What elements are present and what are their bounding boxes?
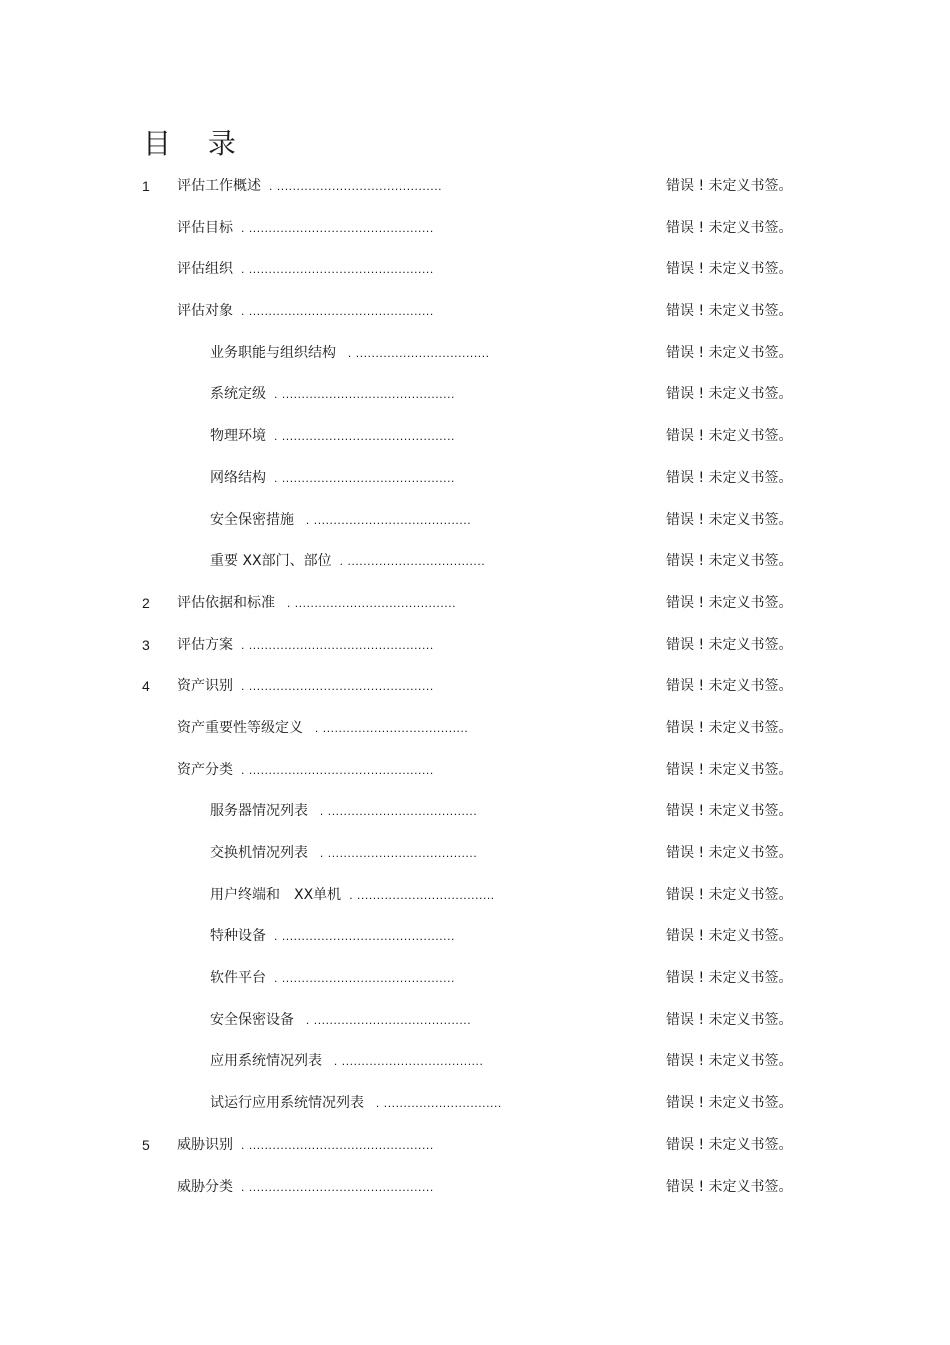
toc-dot-leader: . ........................................ bbox=[302, 1012, 472, 1027]
toc-entry-label-group[interactable] bbox=[177, 208, 434, 250]
toc-dot-leader: . ................................... bbox=[349, 887, 495, 902]
toc-entry-label[interactable]: 安全保密措施 bbox=[210, 511, 294, 528]
toc-entry-label[interactable]: 物理环境 bbox=[210, 428, 266, 445]
toc-entry[interactable] bbox=[0, 333, 950, 375]
toc-page-reference: 错误 ! 未定义书签。 bbox=[666, 719, 793, 736]
toc-entry-label[interactable]: 评估方案 bbox=[177, 636, 233, 653]
toc-entry[interactable] bbox=[0, 1083, 950, 1125]
toc-entry-label-group[interactable] bbox=[177, 625, 434, 667]
toc-entry-label[interactable]: 网络结构 bbox=[210, 469, 266, 486]
toc-dot-leader: . ..................................... bbox=[311, 720, 469, 735]
toc-entry[interactable] bbox=[0, 500, 950, 542]
toc-title: 目 录 bbox=[143, 127, 250, 160]
toc-entry-label[interactable]: 软件平台 bbox=[210, 970, 266, 987]
toc-entry-label[interactable]: 安全保密设备 bbox=[210, 1011, 294, 1028]
toc-dot-leader: . ............................................ bbox=[274, 429, 455, 444]
toc-entry-label[interactable]: 资产识别 bbox=[177, 678, 233, 695]
toc-page-reference: 错误 ! 未定义书签。 bbox=[666, 1011, 793, 1028]
toc-dot-leader: . ............................................ bbox=[274, 929, 455, 944]
toc-entry[interactable] bbox=[0, 458, 950, 500]
toc-entry-label-group[interactable] bbox=[210, 1041, 483, 1083]
toc-entry-number: 1 bbox=[142, 178, 150, 194]
toc-dot-leader: . .................................. bbox=[344, 345, 490, 360]
toc-dot-leader: . ............................................... bbox=[241, 637, 434, 652]
toc-entry-label-group[interactable] bbox=[177, 291, 434, 333]
toc-dot-leader: . .............................. bbox=[372, 1096, 502, 1111]
toc-entry-label-group[interactable] bbox=[210, 333, 490, 375]
toc-entry-label[interactable]: 业务职能与组织结构 bbox=[210, 344, 336, 361]
toc-entry-label[interactable]: 评估对象 bbox=[177, 303, 233, 320]
toc-entry-label-group[interactable] bbox=[210, 500, 471, 542]
toc-dot-leader: . ...................................... bbox=[316, 846, 478, 860]
toc-entry[interactable] bbox=[0, 875, 950, 917]
toc-entry-label[interactable]: 评估依据和标准 bbox=[177, 594, 275, 611]
toc-entry-label-group[interactable] bbox=[177, 750, 434, 792]
toc-entry-label-group[interactable] bbox=[210, 541, 485, 583]
toc-entry[interactable] bbox=[0, 583, 950, 625]
toc-entry-label[interactable]: 服务器情况列表 bbox=[210, 803, 308, 820]
toc-dot-leader: . ............................................... bbox=[241, 679, 434, 694]
toc-entry-label[interactable]: 威胁识别 bbox=[177, 1136, 233, 1153]
toc-entry-label-group[interactable] bbox=[177, 583, 456, 625]
toc-entry[interactable] bbox=[0, 833, 950, 875]
toc-entry-label-group[interactable] bbox=[210, 374, 455, 416]
toc-dot-leader: . ........................................ bbox=[302, 512, 472, 527]
toc-entry-label[interactable]: 特种设备 bbox=[210, 928, 266, 945]
toc-entry-label[interactable]: 评估组织 bbox=[177, 261, 233, 278]
toc-entry-label[interactable]: 试运行应用系统情况列表 bbox=[210, 1095, 364, 1112]
toc-entry-label-group[interactable] bbox=[177, 1125, 434, 1167]
toc-page-reference: 错误 ! 未定义书签。 bbox=[666, 636, 793, 653]
toc-page-reference: 错误 ! 未定义书签。 bbox=[666, 1178, 793, 1195]
toc-entry[interactable] bbox=[0, 166, 950, 208]
toc-entry[interactable] bbox=[0, 1125, 950, 1167]
toc-entry-label[interactable]: 威胁分类 bbox=[177, 1178, 233, 1195]
toc-entry[interactable] bbox=[0, 208, 950, 250]
toc-dot-leader: . ............................................... bbox=[241, 1137, 434, 1152]
toc-page-reference: 错误 ! 未定义书签。 bbox=[666, 886, 793, 903]
toc-page-reference: 错误 ! 未定义书签。 bbox=[666, 845, 793, 861]
toc-entry[interactable] bbox=[0, 374, 950, 416]
toc-entry-label-group[interactable] bbox=[210, 1083, 502, 1125]
toc-entry-label[interactable]: 重要 XX部门、部位 bbox=[210, 553, 332, 570]
toc-entry-label[interactable]: 用户终端和 XX单机 bbox=[210, 886, 342, 903]
toc-entry-label[interactable]: 评估目标 bbox=[177, 219, 233, 236]
toc-dot-leader: . ............................................ bbox=[274, 470, 455, 485]
toc-entry[interactable] bbox=[0, 791, 950, 833]
toc-entry[interactable] bbox=[0, 541, 950, 583]
toc-entry-number: 2 bbox=[142, 594, 150, 611]
toc-page-reference: 错误 ! 未定义书签。 bbox=[666, 511, 793, 528]
toc-entry[interactable] bbox=[0, 291, 950, 333]
toc-entry-label-group[interactable] bbox=[210, 875, 495, 917]
toc-dot-leader: . ............................................ bbox=[274, 387, 455, 402]
toc-entry[interactable] bbox=[0, 249, 950, 291]
toc-page-reference: 错误 ! 未定义书签。 bbox=[666, 428, 793, 445]
toc-entry-label-group[interactable] bbox=[177, 666, 434, 708]
toc-page-reference: 错误 ! 未定义书签。 bbox=[666, 1136, 793, 1153]
toc-dot-leader: . ...................................... bbox=[316, 804, 478, 819]
toc-dot-leader: . ............................................... bbox=[241, 220, 434, 235]
toc-entry-label-group[interactable] bbox=[210, 1000, 471, 1042]
toc-page-reference: 错误 ! 未定义书签。 bbox=[666, 386, 793, 403]
toc-entry[interactable] bbox=[0, 1041, 950, 1083]
toc-page-reference: 错误 ! 未定义书签。 bbox=[666, 219, 793, 236]
toc-entry-label-group[interactable] bbox=[177, 249, 434, 291]
toc-entry[interactable] bbox=[0, 625, 950, 667]
toc-page-reference: 错误 ! 未定义书签。 bbox=[666, 261, 793, 278]
toc-page-reference: 错误 ! 未定义书签。 bbox=[666, 970, 793, 987]
toc-entry[interactable] bbox=[0, 416, 950, 458]
toc-page-reference: 错误 ! 未定义书签。 bbox=[666, 594, 793, 611]
toc-page-reference: 错误 ! 未定义书签。 bbox=[666, 553, 793, 570]
toc-entry-label-group[interactable] bbox=[210, 958, 455, 1000]
toc-dot-leader: . ......................................... bbox=[283, 595, 457, 610]
toc-page-reference: 错误 ! 未定义书签。 bbox=[666, 761, 793, 778]
toc-page-reference: 错误 ! 未定义书签。 bbox=[666, 803, 793, 820]
toc-entry[interactable] bbox=[0, 1000, 950, 1042]
toc-entry-label-group[interactable] bbox=[210, 916, 455, 958]
toc-entry-number: 5 bbox=[142, 1136, 150, 1153]
toc-page-reference: 错误 ! 未定义书签。 bbox=[666, 344, 793, 361]
toc-entry[interactable] bbox=[0, 708, 950, 750]
toc-entry-label[interactable]: 应用系统情况列表 bbox=[210, 1053, 322, 1070]
toc-entry-label-group[interactable] bbox=[210, 791, 477, 833]
toc-page-reference: 错误 ! 未定义书签。 bbox=[666, 1095, 793, 1112]
toc-dot-leader: . ................................... bbox=[339, 554, 486, 569]
toc-entry-label[interactable]: 资产重要性等级定义 bbox=[177, 719, 303, 736]
toc-page-reference: 错误 ! 未定义书签。 bbox=[666, 928, 793, 945]
toc-dot-leader: . ............................................... bbox=[241, 762, 434, 777]
toc-entry-label-group[interactable] bbox=[177, 1167, 434, 1209]
toc-entry[interactable] bbox=[0, 958, 950, 1000]
toc-entry-label-group[interactable] bbox=[210, 458, 455, 500]
toc-page-reference: 错误 ! 未定义书签。 bbox=[666, 1053, 793, 1070]
toc-dot-leader: . .......................................... bbox=[269, 179, 443, 193]
toc-entry-label-group[interactable] bbox=[177, 166, 442, 208]
toc-entry-label-group[interactable] bbox=[210, 416, 455, 458]
toc-page-reference: 错误 ! 未定义书签。 bbox=[666, 178, 793, 194]
toc-entry-label[interactable]: 评估工作概述 bbox=[177, 178, 261, 194]
toc-entry[interactable] bbox=[0, 666, 950, 708]
toc-entry-label-group[interactable] bbox=[210, 833, 477, 875]
toc-entry-label[interactable]: 系统定级 bbox=[210, 386, 266, 403]
table-of-contents bbox=[0, 166, 950, 1208]
toc-entry-label[interactable]: 交换机情况列表 bbox=[210, 845, 308, 861]
toc-entry[interactable] bbox=[0, 750, 950, 792]
toc-page-reference: 错误 ! 未定义书签。 bbox=[666, 678, 793, 695]
toc-dot-leader: . .................................... bbox=[330, 1054, 484, 1069]
toc-entry-number: 3 bbox=[142, 636, 150, 653]
toc-dot-leader: . ............................................... bbox=[241, 262, 434, 277]
toc-page-reference: 错误 ! 未定义书签。 bbox=[666, 303, 793, 320]
toc-entry-number: 4 bbox=[142, 678, 150, 695]
toc-dot-leader: . ............................................... bbox=[241, 304, 434, 319]
toc-entry[interactable] bbox=[0, 1167, 950, 1209]
toc-page-reference: 错误 ! 未定义书签。 bbox=[666, 469, 793, 486]
toc-dot-leader: . ............................................... bbox=[241, 1179, 434, 1194]
toc-entry[interactable] bbox=[0, 916, 950, 958]
toc-entry-label-group[interactable] bbox=[177, 708, 468, 750]
toc-entry-label[interactable]: 资产分类 bbox=[177, 761, 233, 778]
toc-dot-leader: . ............................................ bbox=[274, 971, 455, 986]
